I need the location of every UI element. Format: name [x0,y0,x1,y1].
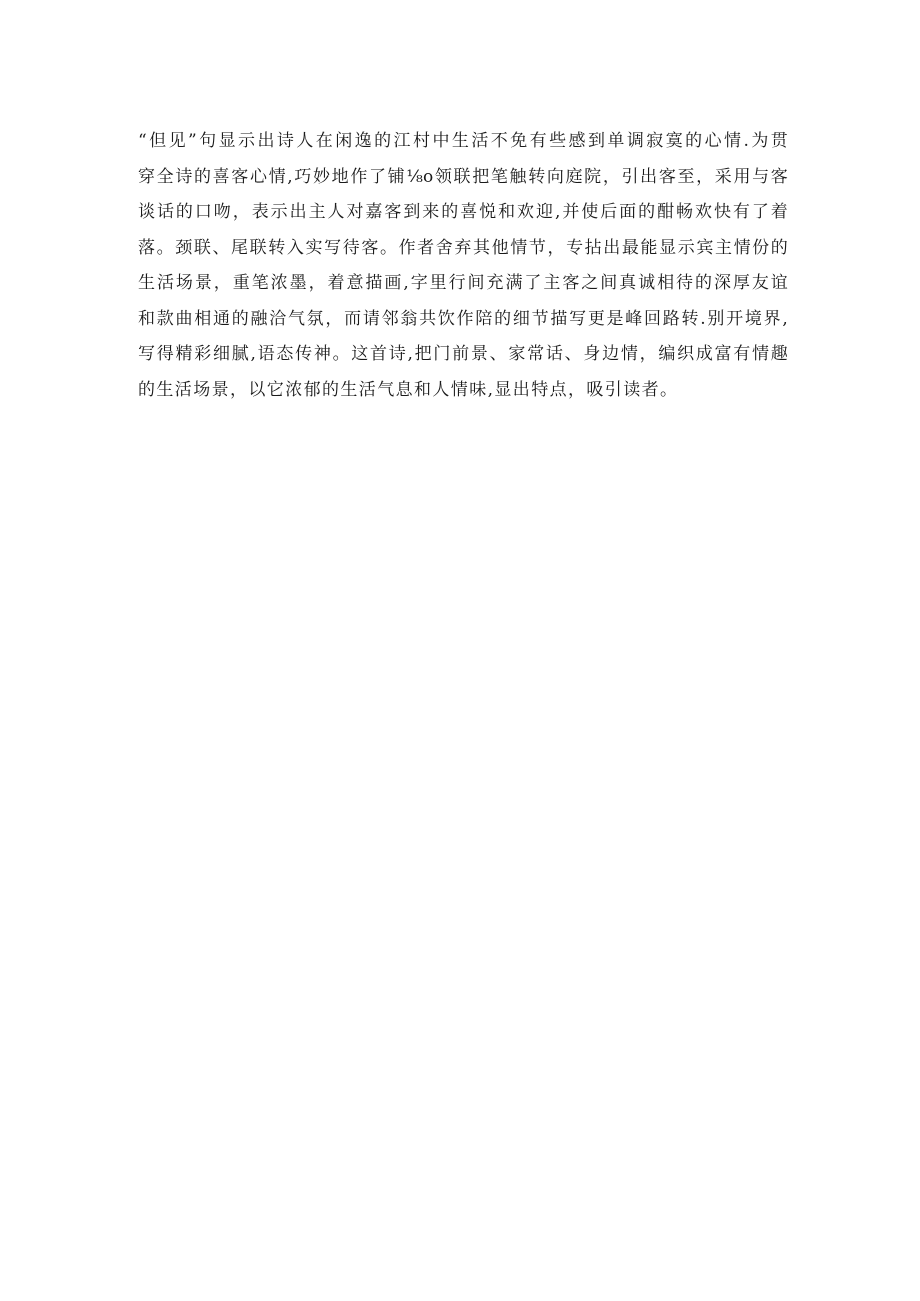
text-line-3: 谈话的口吻，表示出主人对嘉客到来的喜悦和欢迎,并使后面的酣畅欢快有了着 [138,202,788,222]
text-line-8: 的生活场景，以它浓郁的生活气息和人情味,显出特点，吸引读者。 [138,379,679,400]
text-line-4: 落。颈联、尾联转入实写待客。作者舍弃其他情节，专拈出最能显示宾主情份的 [138,237,788,258]
text-line-2: 穿全诗的喜客心情,巧妙地作了铺⅛o领联把笔触转向庭院，引出客至，采用与客 [138,166,788,187]
text-line-6: 和款曲相通的融洽气氛，而请邻翁共饮作陪的细节描写更是峰回路转.别开境界, [138,308,788,329]
body-paragraph [138,124,788,408]
text-line-1: “但见”句显示出诗人在闲逸的江村中生活不免有些感到单调寂寞的心情.为贯 [138,131,788,151]
text-line-5: 生活场景，重笔浓墨，着意描画,字里行间充满了主客之间真诚相待的深厚友谊 [138,273,788,293]
text-line-7: 写得精彩细腻,语态传神。这首诗,把门前景、家常话、身边情，编织成富有情趣 [138,344,788,364]
